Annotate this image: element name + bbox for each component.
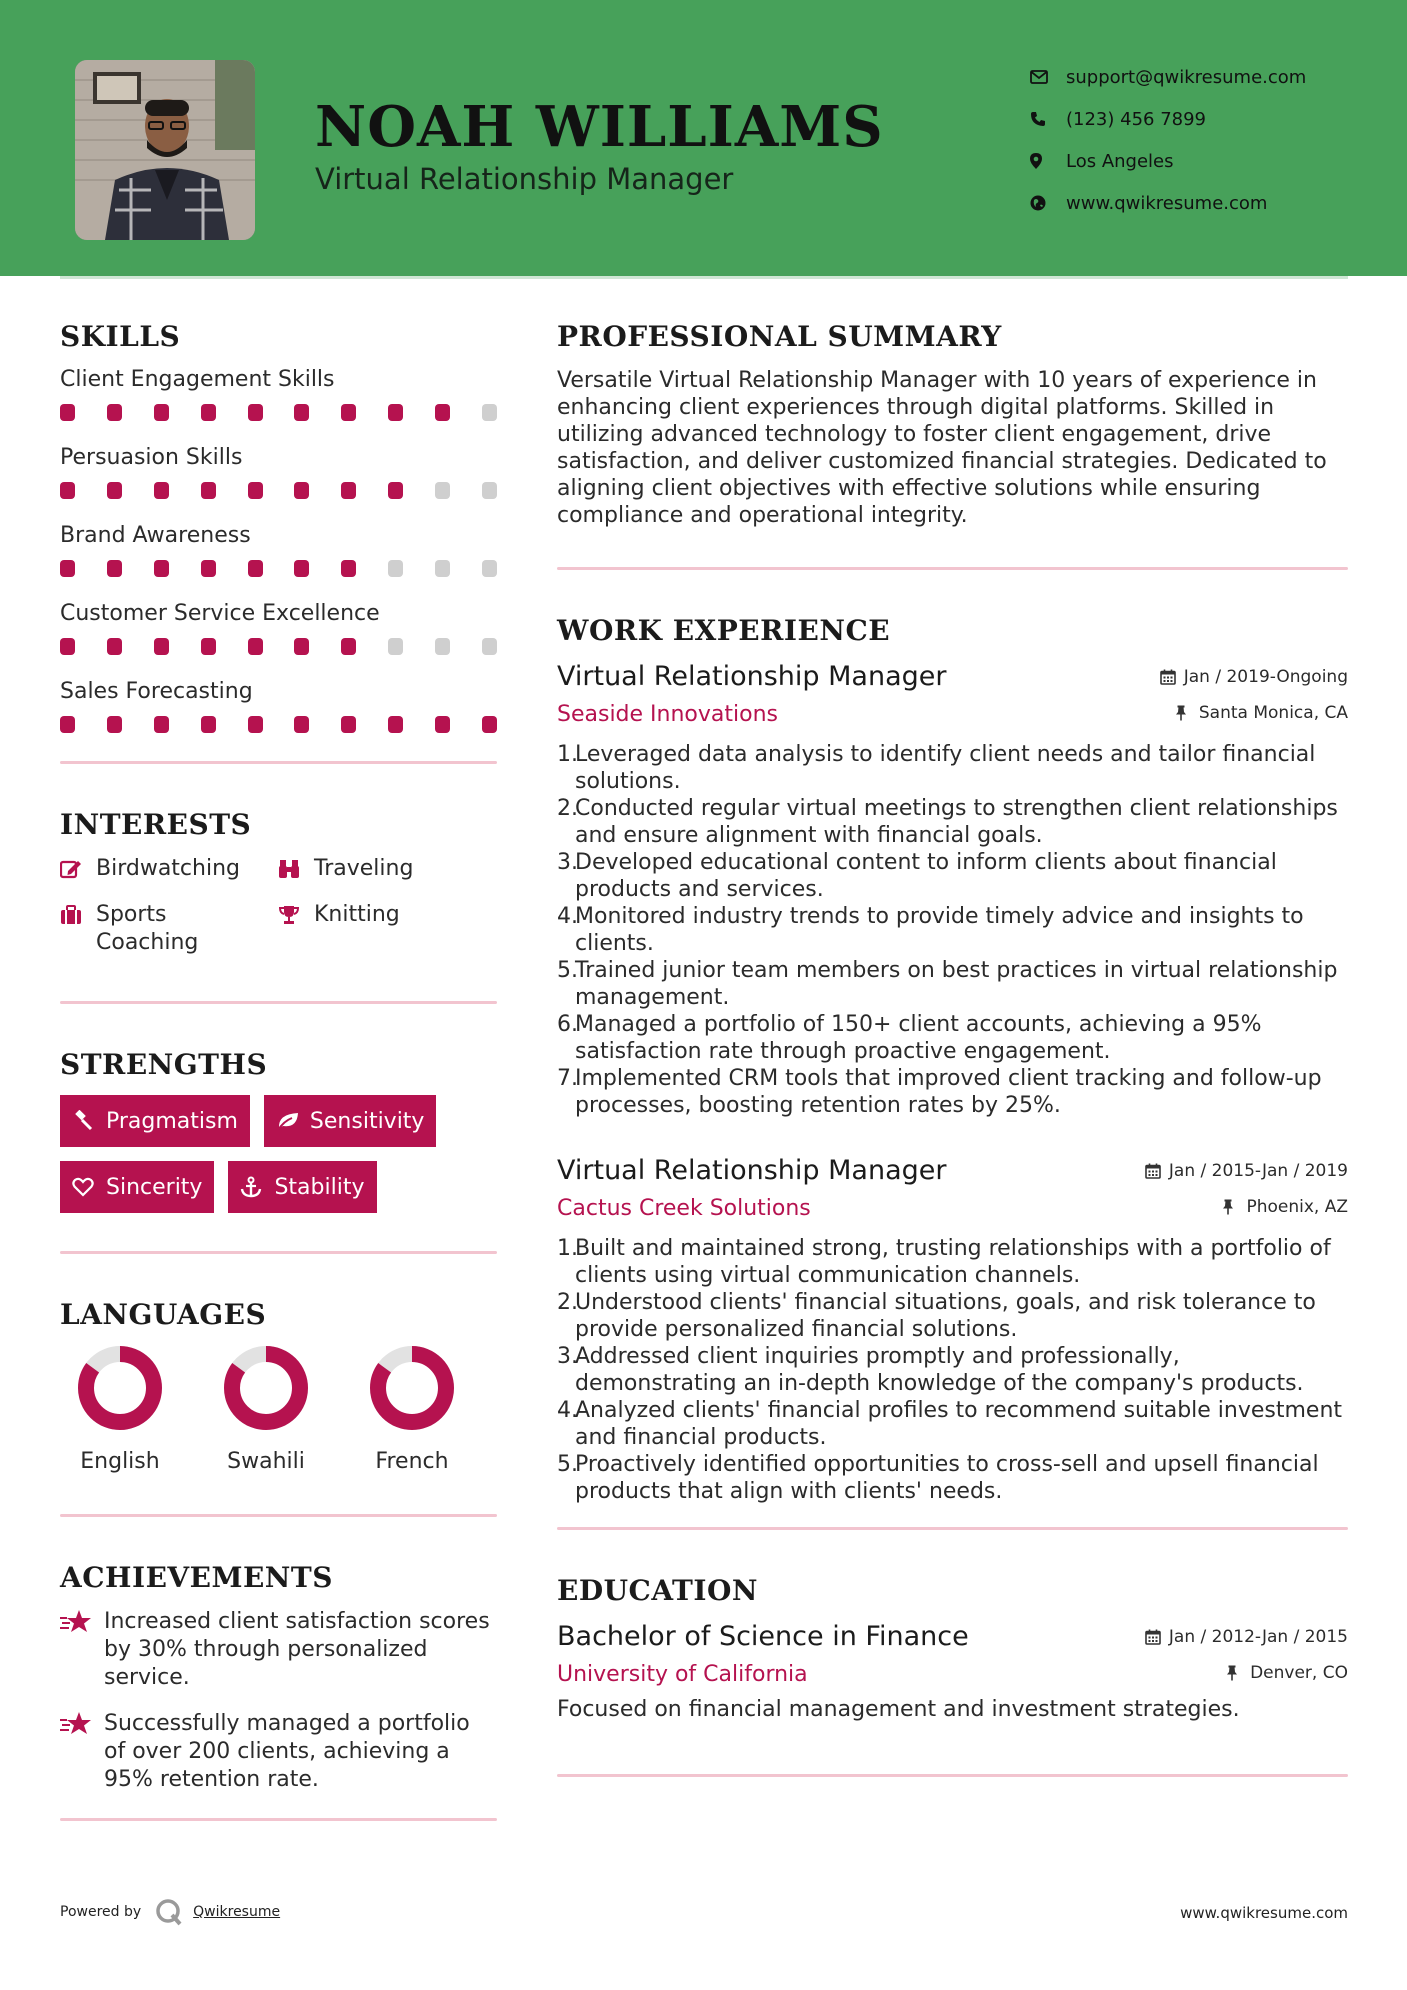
interests-title: INTERESTS [60,808,252,841]
rating-dot-filled [154,482,169,499]
education-title: EDUCATION [557,1574,758,1607]
bullet-text: Monitored industry trends to provide timely advice and insights to clients. [575,904,1304,956]
interests-divider [60,1001,497,1004]
rating-dot-empty [482,482,497,499]
rating-dot-empty [388,560,403,577]
rating-dot-filled [294,482,309,499]
job-bullets [557,741,1348,1119]
rating-dot-filled [388,482,403,499]
rating-dot-filled [201,482,216,499]
envelope-icon [1030,67,1066,87]
job-header [557,661,1348,692]
contact-list [1030,56,1390,224]
location-pin-icon [1030,151,1066,171]
job-location [1222,1197,1348,1217]
right-column [557,320,1348,1777]
rating-dot-filled [248,560,263,577]
bullet-number: 2. [557,1290,578,1315]
bullet-number: 3. [557,850,578,875]
degree: Bachelor of Science in Finance [557,1621,969,1652]
education-header [557,1621,1348,1652]
bullet-text: Proactively identified opportunities to cross-sell and upsell financial products that align with clients' needs. [575,1452,1319,1504]
pushpin-icon [1175,704,1199,722]
achievement-item [60,1608,497,1692]
contact-website[interactable] [1030,182,1390,224]
interest-item [278,901,497,957]
rating-dot-filled [201,404,216,421]
rating-dot-filled [60,404,75,421]
trophy-icon [278,901,314,929]
rating-dot-filled [107,638,122,655]
bullet-number: 1. [557,742,578,767]
skill-rating [60,716,497,733]
contact-email-text: support@qwikresume.com [1066,66,1307,88]
contact-location-text: Los Angeles [1066,150,1174,172]
rating-dot-filled [107,716,122,733]
job-bullet [557,1343,1348,1397]
rating-dot-filled [248,482,263,499]
rating-dot-filled [107,560,122,577]
rating-dot-empty [482,560,497,577]
company-name: Seaside Innovations [557,702,778,727]
rating-dot-empty [435,638,450,655]
job-bullet [557,957,1348,1011]
bullet-number: 1. [557,1236,578,1261]
job-header [557,1155,1348,1186]
rating-dot-filled [435,716,450,733]
job-dates-text: Jan / 2015-Jan / 2019 [1168,1161,1348,1181]
pencil-square-icon [60,855,96,883]
jobs-list [557,661,1348,1505]
education-location [1226,1663,1348,1683]
job-subheader [557,692,1348,727]
rating-dot-filled [154,560,169,577]
header [0,0,1407,276]
phone-icon [1030,109,1066,129]
language-item [358,1345,466,1474]
profile-photo [75,60,255,240]
strengths-divider [60,1251,497,1254]
job-dates [1160,667,1348,687]
interest-item [278,855,497,883]
rating-dot-filled [154,638,169,655]
footer-powered-by [60,1898,280,1926]
rating-dot-filled [388,716,403,733]
job-entry [557,1155,1348,1505]
bullet-text: Developed educational content to inform clients about financial products and services. [575,850,1277,902]
job-entry [557,661,1348,1119]
leaf-icon [276,1109,310,1133]
education-description: Focused on financial management and investment strategies. [557,1697,1240,1722]
achievements-divider [60,1818,497,1821]
education-location-text: Denver, CO [1250,1663,1348,1683]
language-name: French [375,1449,449,1474]
contact-phone-text: (123) 456 7899 [1066,108,1207,130]
summary-title: PROFESSIONAL SUMMARY [557,320,1002,353]
qwikresume-link[interactable]: Qwikresume [193,1904,281,1920]
rating-dot-filled [60,560,75,577]
summary-text: Versatile Virtual Relationship Manager with 10 years of experience in enhancing client experiences through digital platforms. Skilled in utilizing advanced technology to foster client engagement, drive satisfaction, and deliver customized financial strategies. Dedicated to aligning client objectives with effective solutions while ensuring compliance and operational integrity. [557,368,1327,528]
contact-location [1030,140,1390,182]
job-bullet [557,1289,1348,1343]
rating-dot-empty [482,404,497,421]
rating-dot-filled [248,638,263,655]
star-icon [60,1710,104,1738]
job-bullet [557,1011,1348,1065]
skill-rating [60,638,497,655]
interest-label: Sports Coaching [96,902,199,955]
experience-divider [557,1527,1348,1530]
globe-icon [1030,193,1066,213]
strengths-list [60,1095,497,1213]
experience-title: WORK EXPERIENCE [557,614,891,647]
education-dates [1145,1627,1348,1647]
language-gauge [223,1345,309,1431]
calendar-icon [1160,668,1184,686]
summary-divider [557,567,1348,570]
pushpin-icon [1226,1664,1250,1682]
company-name: Cactus Creek Solutions [557,1196,811,1221]
job-bullet [557,795,1348,849]
strength-label: Stability [274,1174,365,1200]
calendar-icon [1145,1162,1169,1180]
rating-dot-filled [154,404,169,421]
language-name: Swahili [227,1449,305,1474]
rating-dot-filled [341,638,356,655]
candidate-title: Virtual Relationship Manager [315,162,734,196]
binoculars-icon [278,855,314,883]
rating-dot-filled [294,404,309,421]
job-location [1175,703,1348,723]
skills-divider [60,761,497,764]
bullet-number: 5. [557,1452,578,1477]
interest-item [60,855,278,883]
bullet-number: 5. [557,958,578,983]
bullet-text: Implemented CRM tools that improved client tracking and follow-up processes, boosting retention rates by 25%. [575,1066,1322,1118]
job-dates-text: Jan / 2019-Ongoing [1183,667,1348,687]
rating-dot-filled [60,482,75,499]
job-role: Virtual Relationship Manager [557,661,947,692]
bullet-number: 3. [557,1344,578,1369]
strength-badge [60,1095,250,1147]
contact-phone[interactable] [1030,98,1390,140]
rating-dot-filled [201,560,216,577]
job-location-text: Phoenix, AZ [1246,1197,1348,1217]
achievements-title: ACHIEVEMENTS [60,1561,333,1594]
interest-label: Traveling [314,856,414,881]
strength-badge [60,1161,214,1213]
bullet-number: 6. [557,1012,578,1037]
rating-dot-filled [201,638,216,655]
language-gauge [77,1345,163,1431]
strength-label: Sensitivity [309,1108,425,1134]
achievement-item [60,1710,497,1794]
rating-dot-empty [435,560,450,577]
interest-label: Birdwatching [96,856,240,881]
rating-dot-empty [482,638,497,655]
job-bullet [557,741,1348,795]
rating-dot-filled [482,716,497,733]
job-bullet [557,849,1348,903]
rating-dot-filled [341,404,356,421]
rating-dot-filled [107,482,122,499]
school: University of California [557,1662,808,1687]
bullet-text: Built and maintained strong, trusting relationships with a portfolio of clients using virtual communication channels. [575,1236,1331,1288]
rating-dot-filled [60,716,75,733]
bullet-text: Leveraged data analysis to identify client needs and tailor financial solutions. [575,742,1316,794]
qwikresume-logo-icon [155,1898,183,1926]
interests-list [60,855,497,957]
contact-email[interactable] [1030,56,1390,98]
gavel-icon [72,1109,106,1133]
skills-title: SKILLS [60,320,181,353]
bullet-text: Trained junior team members on best practices in virtual relationship management. [575,958,1338,1010]
rating-dot-filled [201,716,216,733]
job-bullet [557,903,1348,957]
languages-list [60,1345,497,1474]
bullet-number: 7. [557,1066,578,1091]
achievement-text: Increased client satisfaction scores by 30% through personalized service. [104,1609,490,1690]
bullet-number: 4. [557,904,578,929]
anchor-icon [240,1175,274,1199]
rating-dot-filled [248,716,263,733]
rating-dot-filled [341,482,356,499]
bullet-text: Conducted regular virtual meetings to strengthen client relationships and ensure alignment with financial goals. [575,796,1338,848]
strength-badge [228,1161,376,1213]
star-icon [60,1608,104,1636]
skill-name: Sales Forecasting [60,679,253,704]
achievement-text: Successfully managed a portfolio of over 200 clients, achieving a 95% retention rate. [104,1711,470,1792]
education-subheader [557,1652,1348,1687]
job-location-text: Santa Monica, CA [1198,703,1348,723]
briefcase-icon [60,901,96,929]
job-bullets [557,1235,1348,1505]
rating-dot-empty [435,482,450,499]
bullet-text: Addressed client inquiries promptly and professionally, demonstrating an in-depth knowledge of the company's products. [575,1344,1304,1396]
skill-rating [60,482,497,499]
rating-dot-filled [154,716,169,733]
languages-divider [60,1514,497,1517]
interest-label: Knitting [314,902,400,927]
languages-title: LANGUAGES [60,1298,267,1331]
candidate-name: NOAH WILLIAMS [315,94,884,160]
education-divider [557,1774,1348,1777]
heart-icon [72,1175,106,1199]
skill-name: Customer Service Excellence [60,601,380,626]
left-column [60,320,497,1821]
job-bullet [557,1397,1348,1451]
skills-list [60,367,497,733]
language-item [66,1345,174,1474]
skill-rating [60,560,497,577]
rating-dot-filled [294,716,309,733]
rating-dot-filled [435,404,450,421]
rating-dot-empty [388,638,403,655]
powered-by-label: Powered by [60,1904,142,1920]
job-subheader [557,1186,1348,1221]
rating-dot-filled [341,716,356,733]
strength-label: Sincerity [106,1174,203,1200]
footer-url[interactable]: www.qwikresume.com [1180,1904,1348,1922]
language-item [212,1345,320,1474]
skill-rating [60,404,497,421]
pushpin-icon [1222,1198,1246,1216]
header-divider [60,276,1348,279]
strengths-title: STRENGTHS [60,1048,268,1081]
bullet-text: Managed a portfolio of 150+ client accounts, achieving a 95% satisfaction rate through proactive engagement. [575,1012,1262,1064]
bullet-number: 4. [557,1398,578,1423]
job-bullet [557,1065,1348,1119]
language-name: English [80,1449,160,1474]
job-bullet [557,1235,1348,1289]
rating-dot-filled [341,560,356,577]
skill-name: Brand Awareness [60,523,251,548]
rating-dot-filled [60,638,75,655]
calendar-icon [1145,1628,1169,1646]
rating-dot-filled [294,638,309,655]
job-bullet [557,1451,1348,1505]
contact-website-text: www.qwikresume.com [1066,192,1268,214]
bullet-number: 2. [557,796,578,821]
rating-dot-filled [107,404,122,421]
strength-label: Pragmatism [106,1108,238,1134]
interest-item [60,901,278,957]
rating-dot-filled [294,560,309,577]
bullet-text: Understood clients' financial situations, goals, and risk tolerance to provide personalized financial solutions. [575,1290,1316,1342]
bullet-text: Analyzed clients' financial profiles to recommend suitable investment and financial products. [575,1398,1343,1450]
skill-name: Client Engagement Skills [60,367,335,392]
language-gauge [369,1345,455,1431]
job-role: Virtual Relationship Manager [557,1155,947,1186]
education-dates-text: Jan / 2012-Jan / 2015 [1168,1627,1348,1647]
rating-dot-filled [388,404,403,421]
skill-name: Persuasion Skills [60,445,243,470]
rating-dot-filled [248,404,263,421]
strength-badge [264,1095,437,1147]
job-dates [1145,1161,1348,1181]
